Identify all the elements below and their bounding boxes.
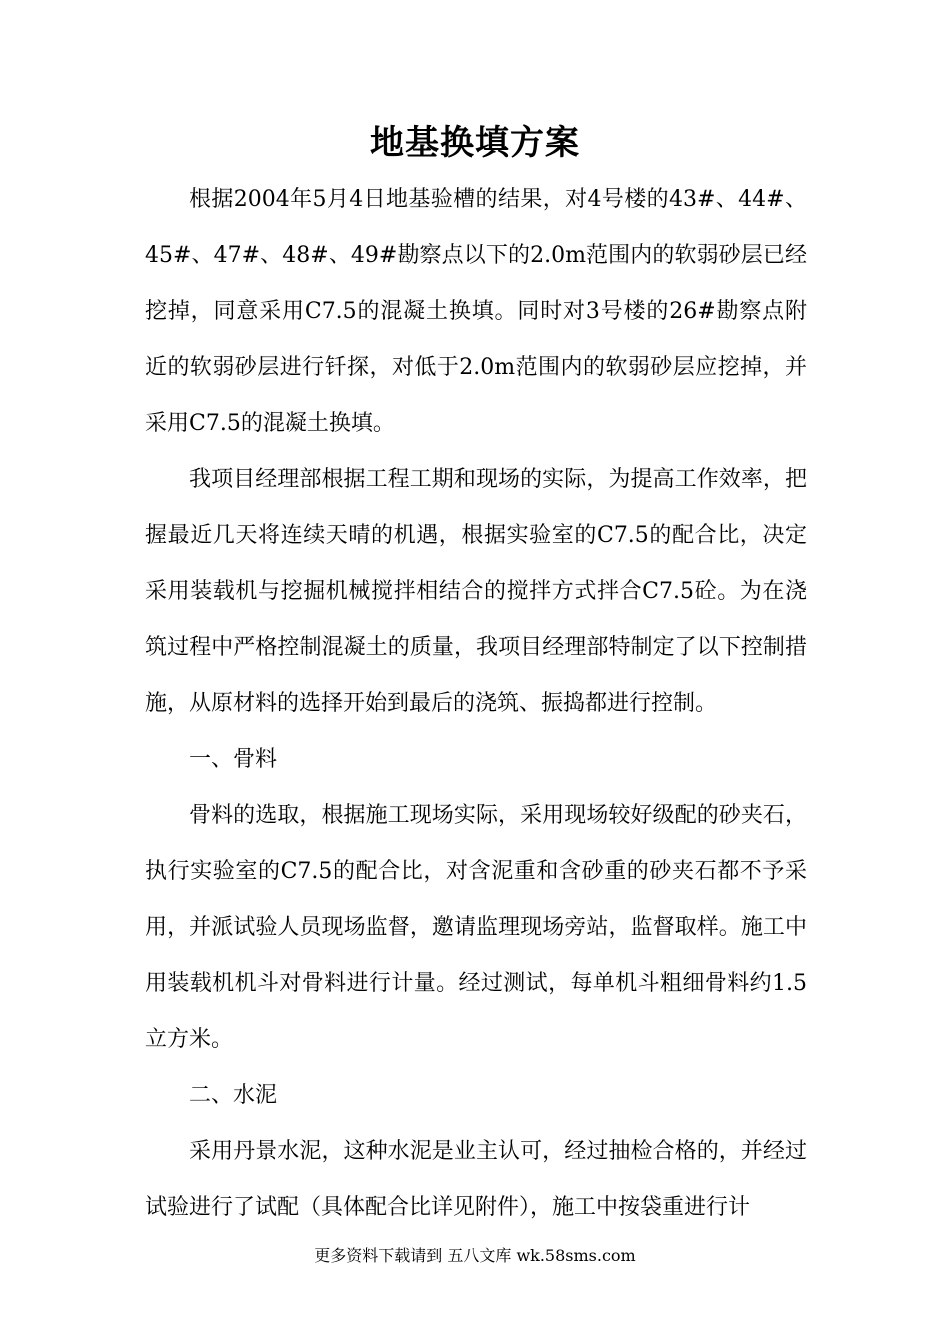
paragraph-aggregate: 骨料的选取，根据施工现场实际，采用现场较好级配的砂夹石，执行实验室的C7.5的配合比，对含泥重和含砂重的砂夹石都不予采用，并派试验人员现场监督，邀请监理现场旁站，监督取样。施工中用装载机机斗对骨料进行计量。经过测试，每单机斗粗细骨料约1.5立方米。: [145, 803, 807, 1052]
paragraph-cement: 采用丹景水泥，这种水泥是业主认可，经过抽检合格的，并经过试验进行了试配（具体配合比详见附件），施工中按袋重进行计: [145, 1139, 807, 1220]
section-heading-aggregate: 一、骨料: [189, 747, 278, 772]
section-heading-cement: 二、水泥: [189, 1083, 278, 1108]
footer-download-note: 更多资料下载请到 五八文库 wk.58sms.com: [314, 1246, 636, 1265]
paragraph-plan: 我项目经理部根据工程工期和现场的实际，为提高工作效率，把握最近几天将连续天晴的机遇，根据实验室的C7.5的配合比，决定采用装载机与挖掘机械搅拌相结合的搅拌方式拌合C7.5砼。为在浇筑过程中严格控制混凝土的质量，我项目经理部特制定了以下控制措施，从原材料的选择开始到最后的浇筑、振捣都进行控制。: [145, 467, 807, 716]
paragraph-intro: 根据2004年5月4日地基验槽的结果，对4号楼的43#、44#、45#、47#、48#、49#勘察点以下的2.0m范围内的软弱砂层已经挖掉，同意采用C7.5的混凝土换填。同时对3号楼的26#勘察点附近的软弱砂层进行钎探，对低于2.0m范围内的软弱砂层应挖掉，并采用C7.5的混凝土换填。: [145, 187, 807, 436]
document-title: 地基换填方案: [370, 123, 580, 163]
document-body: [145, 172, 807, 1236]
